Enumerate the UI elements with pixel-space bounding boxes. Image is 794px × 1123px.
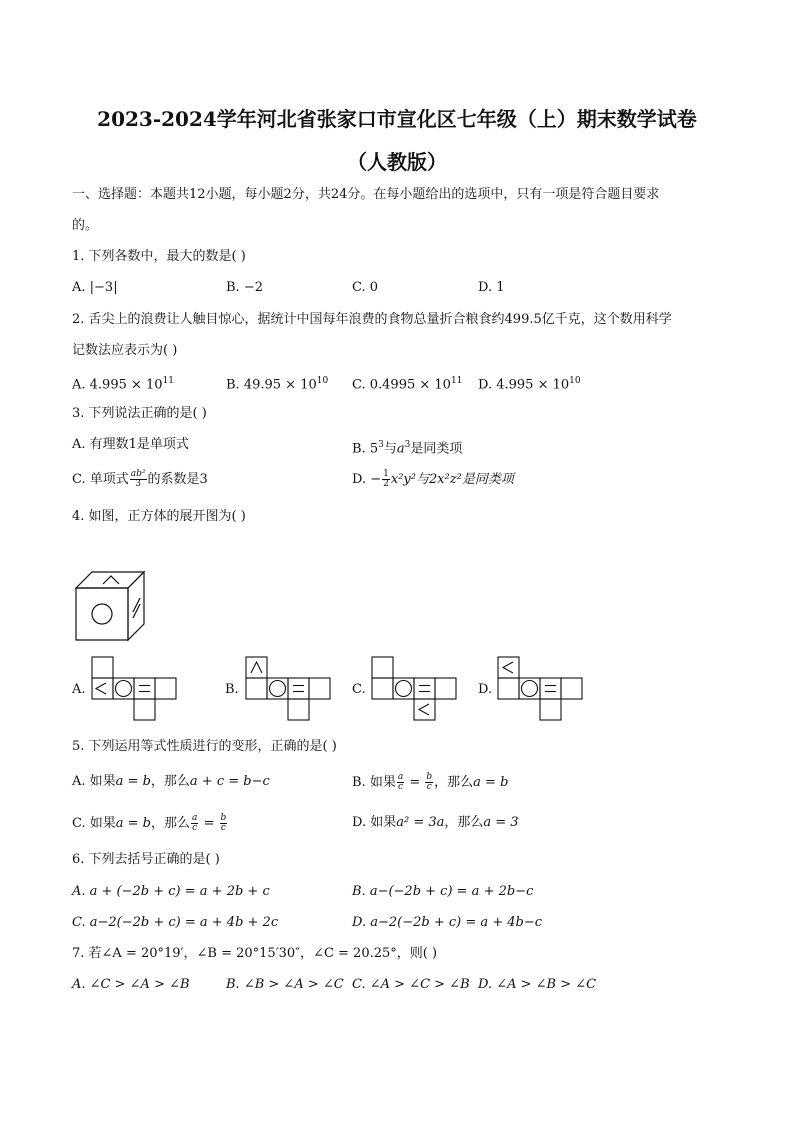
q1-option-a: A. |−3| (72, 280, 118, 295)
net-option-a (90, 656, 180, 722)
q2-option-d: D. $4.995 \times 10^{10}$ (478, 376, 581, 393)
q2-option-a: A. $4.995 \times 10^{11}$ (72, 376, 175, 393)
q1-option-d: D. 1 (478, 280, 505, 295)
q7-stem: 7. 若∠A = 20°19′，∠B = 20°15′30″，∠C = 20.25°，则( ) (72, 946, 438, 961)
exam-title: 2023-2024学年河北省张家口市宣化区七年级（上）期末数学试卷 (97, 107, 697, 131)
cube-figure (70, 566, 160, 646)
q4-stem: 4. 如图，正方体的展开图为( ) (72, 509, 246, 524)
q4-option-a-label: A. (72, 682, 86, 697)
q5-option-a: A. 如果a = b，那么a + c = b−c (72, 774, 270, 789)
q3-option-b: B. $5^3$与$a^3$是同类项 (352, 440, 463, 457)
section-header-line2: 的。 (72, 218, 99, 233)
q5-option-d: D. 如果a² = 3a，那么a = 3 (352, 815, 519, 830)
net-option-d (496, 656, 586, 722)
net-option-c (370, 656, 460, 722)
q7-option-b: B. ∠B > ∠A > ∠C (226, 977, 344, 992)
q3-option-c: C. 单项式 $\frac{\text{ab²}}{3}$ 的系数是3 (72, 469, 208, 489)
q6-option-a: A. a + (−2b + c) = a + 2b + c (72, 884, 270, 899)
q1-option-b: B. −2 (226, 280, 263, 295)
q4-option-b-label: B. (225, 682, 239, 697)
q2-stem-line2: 记数法应表示为( ) (72, 343, 178, 358)
q7-option-c: C. ∠A > ∠C > ∠B (352, 977, 470, 992)
q6-option-c: C. a−2(−2b + c) = a + 4b + 2c (72, 915, 279, 930)
q6-option-b: B. a−(−2b + c) = a + 2b−c (352, 884, 534, 899)
q5-option-b: B. 如果 $\frac{a}{c}$ = $\frac{b}{c}$ ，那么a = b (352, 772, 509, 792)
section-header-line1: 一、选择题：本题共12小题，每小题2分，共24分。在每小题给出的选项中，只有一项是符合题目要求 (72, 187, 660, 202)
q3-stem: 3. 下列说法正确的是( ) (72, 406, 207, 421)
q6-option-d: D. a−2(−2b + c) = a + 4b−c (352, 915, 543, 930)
q6-stem: 6. 下列去括号正确的是( ) (72, 852, 220, 867)
net-option-b (244, 656, 334, 722)
q3-option-d: D. − $\frac{1}{2}$ x²y²与2x²z²是同类项 (352, 469, 514, 489)
q7-option-a: A. ∠C > ∠A > ∠B (72, 977, 190, 992)
q7-option-d: D. ∠A > ∠B > ∠C (478, 977, 597, 992)
exam-subtitle: （人教版） (347, 150, 447, 174)
q4-option-d-label: D. (478, 682, 493, 697)
q2-option-b: B. $49.95 \times 10^{10}$ (226, 376, 329, 393)
q1-option-c: C. 0 (352, 280, 379, 295)
q5-option-c: C. 如果a = b，那么 $\frac{a}{c}$ = $\frac{b}{c}$ (72, 813, 227, 833)
q2-stem-line1: 2. 舌尖上的浪费让人触目惊心，据统计中国每年浪费的食物总量折合粮食约499.5亿千克，这个数用科学 (72, 312, 672, 327)
q1-stem: 1. 下列各数中，最大的数是( ) (72, 249, 246, 264)
q3-option-a: A. 有理数1是单项式 (72, 437, 189, 452)
q4-option-c-label: C. (352, 682, 366, 697)
q2-option-c: C. $0.4995 \times 10^{11}$ (352, 376, 463, 393)
q5-stem: 5. 下列运用等式性质进行的变形，正确的是( ) (72, 739, 337, 754)
